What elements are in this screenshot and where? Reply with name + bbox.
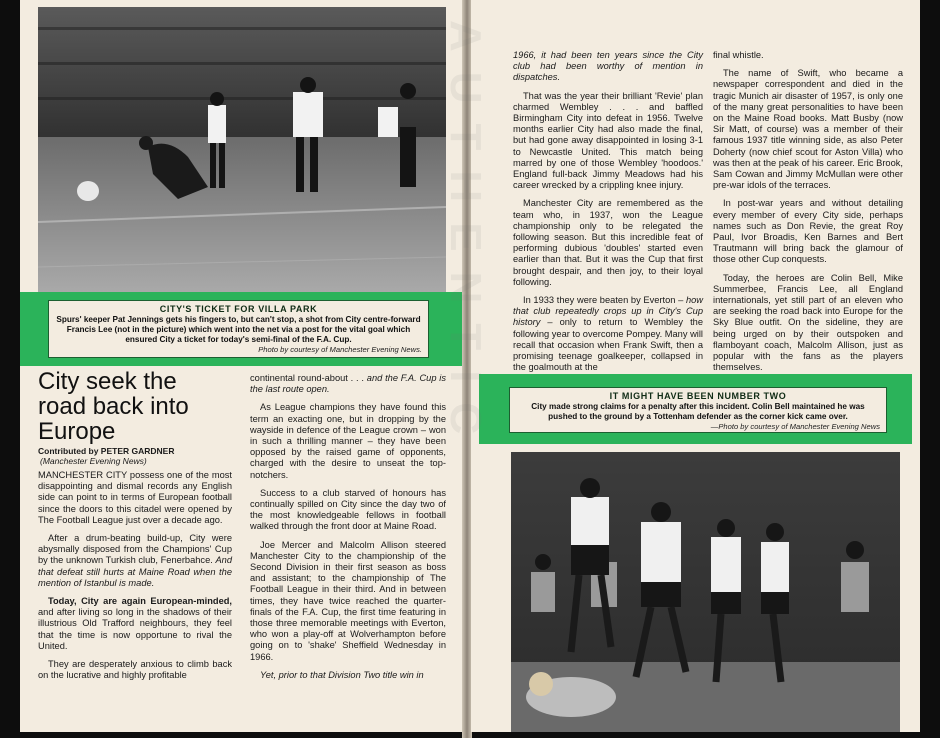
paragraph: The name of Swift, who became a newspaper correspondent and died in the tragic Munich air disaster of 1957, is only one of the many great personalities to have been on the Maine Road books. Matt Busby (now Sir Matt, of course) was a member of their famous 1937 title winning side, as also Peter Doherty (now chief scout for Aston Villa) who was then at the peak of his career. Eric Brook, Sam Cowan and Jimmy McMullan were other pre-war idols of the terraces.	[713, 68, 903, 191]
left-page	[20, 0, 463, 732]
caption-credit: Photo by courtesy of Manchester Evening News.	[258, 345, 422, 354]
paragraph: They are desperately anxious to climb back on the lucrative and highly profitable	[38, 659, 232, 681]
paragraph: Today, City are again European-minded, and after living so long in the shadows of their illustrious Old Trafford neighbours, they feel that the time is now opportune to rival the United.	[38, 596, 232, 651]
caption-credit: —Photo by courtesy of Manchester Evening News	[710, 422, 880, 431]
paragraph: continental round-about . . . and the F.A. Cup is the last route open.	[250, 373, 446, 395]
paragraph: Success to a club starved of honours has continually spilled on City since the day two of the most knowledgeable fellows in football walked through the front door at Maine Road.	[250, 487, 446, 532]
left-column-1	[38, 470, 232, 688]
paragraph: final whistle.	[713, 50, 764, 60]
paragraph: Today, the heroes are Colin Bell, Mike Summerbee, Francis Lee, all England internationals, yet still part of an eleven who are seeking the road back into Europe for the Sky Blue outfit. On the sideline, they are being urged on by their outspoken and flamboyant coach, Malcolm Allison, just as popular with the fans as the players themselves.	[713, 272, 903, 373]
byline: Contributed by PETER GARDNER	[38, 446, 175, 456]
caption-panel	[509, 387, 887, 433]
caption-box-villa-park	[20, 292, 463, 366]
caption-panel	[48, 300, 429, 358]
right-column-2	[713, 50, 903, 380]
paragraph: In post-war years and without detailing every member of every City side, perhaps names such as Don Revie, the great Roy Paul, Ivor Broadis, Ken Barnes and Bert Trautmann will bring back the glamour of those other Cup conquests.	[713, 198, 903, 265]
paragraph: That was the year their brilliant 'Revie' plan charmed Wembley . . . and baffled Birmingham City into defeat in 1956. Twelve months earlier City had also made the final, but had gone away disappointed in losing 3-1 to Newcastle United. This match being marred by one of those Wembley 'hoodoos.' England full-back Jimmy Meadows had his career wrecked by a crippling knee injury.	[513, 90, 703, 191]
paragraph: 1966, it had been ten years since the City club had been worthy of mention in dispatches.	[513, 50, 703, 83]
caption-body: City made strong claims for a penalty after this incident. Colin Bell maintained he was pushed to the ground by a Tottenham defender as the corner kick came over.	[531, 402, 865, 421]
photo-penalty-incident	[511, 452, 900, 732]
right-column-1	[513, 50, 703, 380]
paragraph: As League champions they have found this term an exacting one, but in dropping by the wayside in defence of the League crown – won in such a thrilling manner – they have been opposed by the raised game of opponents, charged with the desire to unseat the top-notchers.	[250, 402, 446, 480]
left-column-2	[250, 373, 446, 688]
photo-goalkeeper-save	[38, 7, 446, 292]
caption-box-number-two	[479, 374, 912, 444]
article-headline: City seek the road back into Europe	[38, 368, 189, 445]
paragraph: In 1933 they were beaten by Everton – how that club repeatedly crops up in City's Cup history – only to return to Wembley the following year to overcome Pompey. Many will recall that occasion when Frank Swift, then a promising teenage goalkeeper, collapsed in the goalmouth at the	[513, 295, 703, 373]
paragraph: Joe Mercer and Malcolm Allison steered Manchester City to the championship of the Second Division in their first season as boss and assistant; to the championship of The Football League in their third. And in between times, they have twice reached the quarter-finals of the F.A. Cup, the first time featuring in those three memorable meetings with Everton, who won a play-off at Wolverhampton before going on to 'shake' Sheffield Wednesday in 1966.	[250, 539, 446, 662]
right-page	[471, 0, 920, 732]
caption-body: Spurs' keeper Pat Jennings gets his fingers to, but can't stop, a shot from City centre-forward Francis Lee (not in the picture) which went into the net via a post for the vital goal which ensured City a ticket for today's semi-final of the F.A. Cup.	[56, 315, 421, 344]
caption-title: IT MIGHT HAVE BEEN NUMBER TWO	[609, 391, 787, 401]
paragraph: After a drum-beating build-up, City were abysmally disposed from the Champions' Cup by the unknown Turkish club, Fenerbahce. And that defeat still hurts at Maine Road when the mention of Istanbul is made.	[38, 533, 232, 588]
paragraph: MANCHESTER CITY possess one of the most disappointing and dismal records any English side can point to in terms of European football since the doors to this citadel were opened by The Football League just over a decade ago.	[38, 470, 232, 525]
paragraph: Manchester City are remembered as the team who, in 1937, won the League championship only to be relegated the following season. But this incredible feat of performing dubious 'doubles' started even earlier than that. But it was the Cup that first brought despair, and then joy, to their loyal following.	[513, 198, 703, 287]
paragraph: Yet, prior to that Division Two title win in	[260, 669, 424, 680]
caption-title: CITY'S TICKET FOR VILLA PARK	[159, 304, 318, 314]
byline-publication: (Manchester Evening News)	[40, 456, 147, 466]
